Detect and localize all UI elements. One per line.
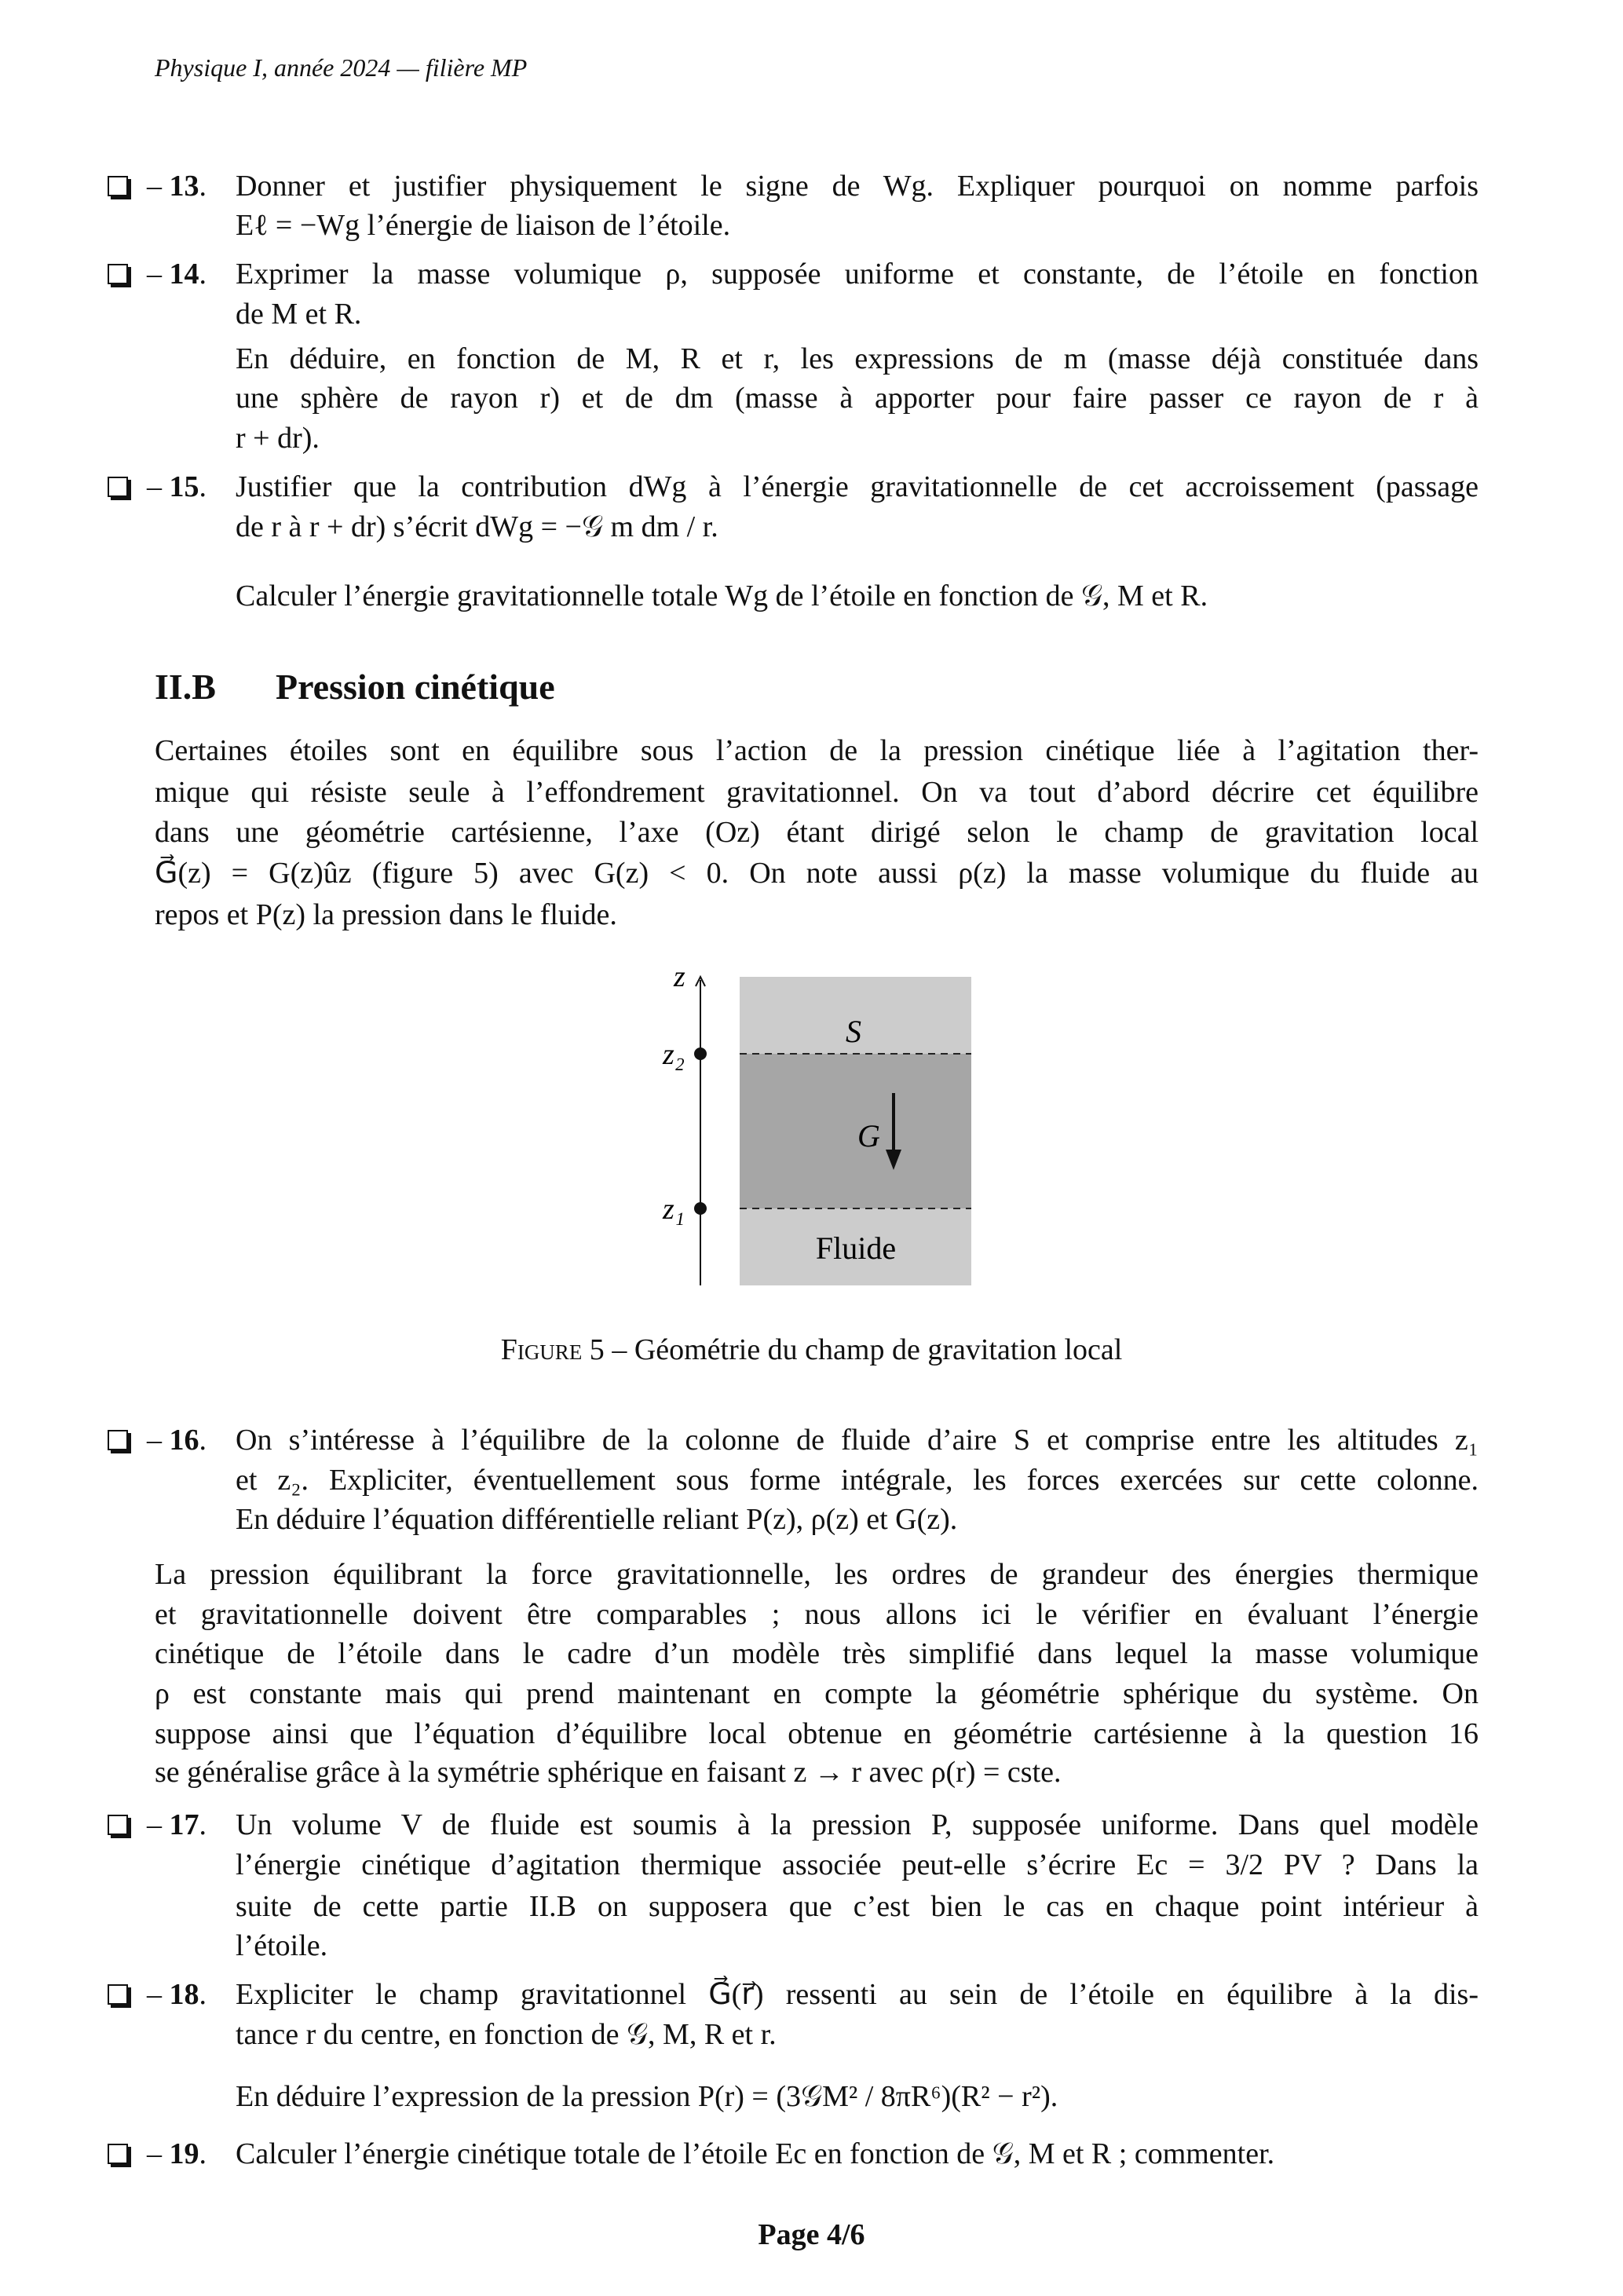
question-17-line: Un volume V de fluide est soumis à la pression P, supposée uniforme. Dans quel modèle xyxy=(236,1808,1479,1841)
question-number: 17 xyxy=(169,1808,199,1841)
section-title: Pression cinétique xyxy=(276,667,555,707)
question-number: 14 xyxy=(169,258,199,291)
question-13-line: Donner et justifier physiquement le signe de Wg. Expliquer pourquoi on nomme parfois xyxy=(236,170,1479,203)
question-18-line: tance r du centre, en fonction de 𝒢, M, R et r. xyxy=(236,2018,777,2051)
question-number: 18 xyxy=(169,1978,199,2011)
figure-caption xyxy=(0,1333,1623,1367)
question-dash: – xyxy=(147,470,170,503)
z1-point xyxy=(694,1202,707,1215)
question-dash: – xyxy=(147,1424,170,1457)
question-checkbox-15 xyxy=(108,466,207,507)
paragraph-line: et gravitationnelle doivent être comparables ; nous allons ici le vérifier en évaluant l’énergie xyxy=(155,1598,1479,1631)
question-dash: – xyxy=(147,1808,170,1841)
question-14-line: de M et R. xyxy=(236,298,362,331)
checkbox-icon xyxy=(108,176,128,196)
question-number-dot: . xyxy=(199,470,207,503)
z2-point xyxy=(694,1047,707,1060)
question-checkbox-19 xyxy=(108,2133,207,2174)
question-number: 15 xyxy=(169,470,199,503)
question-number: 19 xyxy=(169,2137,199,2170)
question-14-line: En déduire, en fonction de M, R et r, les expressions de m (masse déjà constituée dans xyxy=(236,342,1479,375)
caption-text: – Géométrie du champ de gravitation local xyxy=(604,1333,1123,1366)
question-18-line: En déduire l’expression de la pression P(r) = (3𝒢M² / 8πR⁶)(R² − r²). xyxy=(236,2080,1058,2113)
question-16-line: En déduire l’équation différentielle reliant P(z), ρ(z) et G(z). xyxy=(236,1503,958,1536)
figure-5 xyxy=(644,958,1005,1303)
checkbox-icon xyxy=(108,264,128,284)
paragraph-line: mique qui résiste seule à l’effondrement gravitationnel. On va tout d’abord décrire cet équilibre xyxy=(155,776,1479,809)
z1-label: z₁ xyxy=(663,1193,685,1226)
checkbox-icon xyxy=(108,477,128,497)
question-15-line: Justifier que la contribution dWg à l’énergie gravitationnelle de cet accroissement (passage xyxy=(236,470,1479,503)
question-number-dot: . xyxy=(199,258,207,291)
question-dash: – xyxy=(147,170,170,203)
section-number: II.B xyxy=(155,667,216,707)
question-17-line: l’énergie cinétique d’agitation thermique associée peut-elle s’écrire Ec = 3/2 PV ? Dans la xyxy=(236,1848,1479,1881)
question-number-dot: . xyxy=(199,1978,207,2011)
question-13-line: Eℓ = −Wg l’énergie de liaison de l’étoile. xyxy=(236,209,731,242)
surface-label: S xyxy=(846,1014,861,1049)
paragraph-line: La pression équilibrant la force gravitationnelle, les ordres de grandeur des énergies thermique xyxy=(155,1558,1479,1591)
checkbox-icon xyxy=(108,1815,128,1835)
question-checkbox-13 xyxy=(108,166,207,207)
question-14-line: une sphère de rayon r) et de dm (masse à apporter pour faire passer ce rayon de r à xyxy=(236,382,1479,415)
question-16-line: et z₂. Expliciter, éventuellement sous forme intégrale, les forces exercées sur cette colonne. xyxy=(236,1464,1479,1497)
paragraph-line: repos et P(z) la pression dans le fluide. xyxy=(155,898,617,931)
question-19-line: Calculer l’énergie cinétique totale de l’étoile Ec en fonction de 𝒢, M et R ; commenter. xyxy=(236,2137,1275,2170)
question-15-line: Calculer l’énergie gravitationnelle totale Wg de l’étoile en fonction de 𝒢, M et R. xyxy=(236,579,1208,612)
question-16-line: On s’intéresse à l’équilibre de la colonne de fluide d’aire S et comprise entre les altitudes z₁ xyxy=(236,1424,1479,1457)
question-checkbox-16 xyxy=(108,1420,207,1461)
question-number-dot: . xyxy=(199,170,207,203)
question-number: 16 xyxy=(169,1424,199,1457)
question-number-dot: . xyxy=(199,1424,207,1457)
question-17-line: l’étoile. xyxy=(236,1929,328,1962)
z-axis-label: z xyxy=(674,960,685,993)
running-header: Physique I, année 2024 — filière MP xyxy=(155,53,528,82)
question-dash: – xyxy=(147,2137,170,2170)
question-checkbox-18 xyxy=(108,1974,207,2015)
field-label: G⃗ xyxy=(857,1118,905,1153)
paragraph-line: suppose ainsi que l’équation d’équilibre local obtenue en géométrie cartésienne à la question 16 xyxy=(155,1717,1479,1750)
question-14-line: r + dr). xyxy=(236,422,320,455)
paragraph-line: se généralise grâce à la symétrie sphérique en faisant z → r avec ρ(r) = cste. xyxy=(155,1756,1062,1789)
question-14-line: Exprimer la masse volumique ρ, supposée uniforme et constante, de l’étoile en fonction xyxy=(236,258,1479,291)
paragraph-line: ρ est constante mais qui prend maintenant en compte la géométrie sphérique du système. On xyxy=(155,1677,1479,1710)
question-checkbox-17 xyxy=(108,1804,207,1845)
section-heading xyxy=(155,666,555,707)
question-18-line: Expliciter le champ gravitationnel G⃗(r⃗) ressenti au sein de l’étoile en équilibre à la dis- xyxy=(236,1978,1479,2011)
question-dash: – xyxy=(147,258,170,291)
question-number: 13 xyxy=(169,170,199,203)
question-15-line: de r à r + dr) s’écrit dWg = −𝒢 m dm / r. xyxy=(236,510,718,543)
question-dash: – xyxy=(147,1978,170,2011)
question-17-line: suite de cette partie II.B on supposera que c’est bien le cas en chaque point intérieur à xyxy=(236,1890,1479,1923)
fluid-label: Fluide xyxy=(815,1230,897,1266)
paragraph-line: Certaines étoiles sont en équilibre sous l’action de la pression cinétique liée à l’agitation ther- xyxy=(155,734,1479,767)
paragraph-line: cinétique de l’étoile dans le cadre d’un modèle très simplifié dans lequel la masse volumique xyxy=(155,1637,1479,1670)
checkbox-icon xyxy=(108,1430,128,1450)
paragraph-line: dans une géométrie cartésienne, l’axe (Oz) étant dirigé selon le champ de gravitation local xyxy=(155,816,1479,849)
checkbox-icon xyxy=(108,2144,128,2164)
question-number-dot: . xyxy=(199,2137,207,2170)
page-number: Page 4/6 xyxy=(758,2218,865,2251)
caption-prefix: Figure 5 xyxy=(500,1333,605,1366)
question-number-dot: . xyxy=(199,1808,207,1841)
checkbox-icon xyxy=(108,1984,128,2005)
fluid-column xyxy=(740,1054,971,1208)
paragraph-line: G⃗(z) = G(z)ûz (figure 5) avec G(z) < 0. On note aussi ρ(z) la masse volumique du fluide au xyxy=(155,857,1479,890)
question-checkbox-14 xyxy=(108,254,207,294)
z2-label: z₂ xyxy=(663,1038,685,1071)
